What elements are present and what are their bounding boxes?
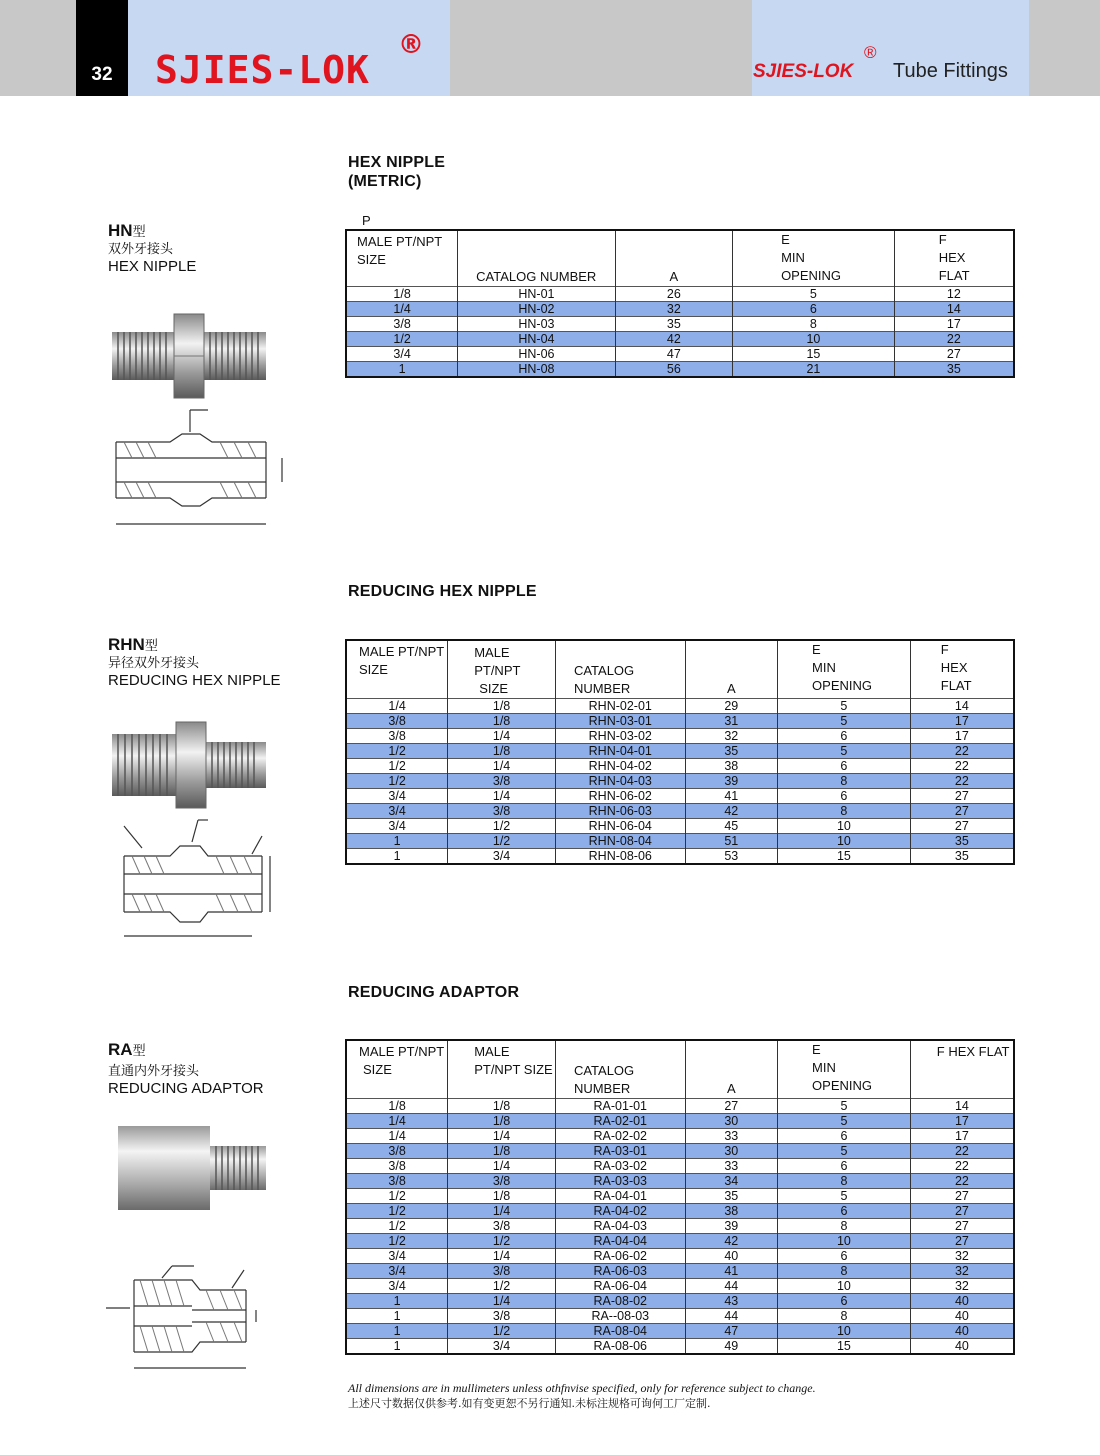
ra-table: MALE PT/NPT SIZE MALE PT/NPT SIZE CATALOG NUMBER A E MIN OPENING F HEX FLAT 1/8 1/8 RA-01-01 27 5 14 1/4 1/8 RA-02-01 30 5 17 1/4 1/4 RA-02-02 33 6 17 3/8 1/8 RA-03-01 30 5 22 3/8 1/4 RA-03-02 33 6 22 3/8 3/8 RA-03-03 34 8 22 1/2 1/8 RA-04-01 35 5 27 1/2 1/4 RA-04-02 38 6 27 1/2 3/8 RA-04-03 39 8 27 1/2 1/2 RA-04-04 42 10 27 3/4 1/4 RA-06-02 40 6 32 3/4 3/8 RA-06-03 41 8 32 3/4 1/2 RA-06-04 44 10 32 1 1/4 RA-08-02 43 6 40 1 3/8 RA--08-03 44 8 40 1 1/2 RA-08-04 47 10 40 1 3/4 RA-08-06 49 15 40 [345,1039,1015,1355]
table-cell: 40 [685,1248,777,1263]
table-cell: 8 [778,803,911,818]
table-cell: 3/8 [346,1158,448,1173]
hn-rows [346,286,1014,377]
table-cell: 1/4 [448,1248,556,1263]
table-cell: 3/4 [346,818,448,833]
table-cell: 27 [910,1188,1014,1203]
table-cell: RA-01-01 [555,1098,685,1113]
table-cell: 14 [910,1098,1014,1113]
table-cell: HN-03 [458,316,616,331]
table-cell: 1 [346,833,448,848]
table-row [346,1173,1014,1188]
table-cell: 1/2 [346,1218,448,1233]
table-cell: 1 [346,1323,448,1338]
table-cell: 3/8 [448,1263,556,1278]
table-cell: RHN-02-01 [555,698,685,713]
registered-mark-small: ® [864,43,877,62]
table-row [346,1248,1014,1263]
table-cell: 42 [685,1233,777,1248]
table-cell: 35 [910,833,1014,848]
table-cell: 3/8 [448,1173,556,1188]
table-cell: 3/8 [346,728,448,743]
table-cell: 1/8 [448,743,556,758]
table-cell: 31 [685,713,777,728]
table-row [346,698,1014,713]
table-cell: 22 [910,758,1014,773]
table-cell: 5 [778,1143,911,1158]
table-cell: 8 [778,773,911,788]
table-cell: RHN-03-02 [555,728,685,743]
table-cell: 10 [733,331,895,346]
page-header [0,0,1100,96]
table-cell: 22 [894,331,1014,346]
table-row [346,1188,1014,1203]
table-cell: 1/2 [448,1278,556,1293]
table-cell: 1 [346,1308,448,1323]
table-cell: 22 [910,1158,1014,1173]
table-cell: 6 [733,301,895,316]
table-cell: RA-08-06 [555,1338,685,1354]
table-cell: 1/8 [448,698,556,713]
table-cell: 1/8 [448,1098,556,1113]
table-cell: 17 [910,713,1014,728]
table-cell: 32 [910,1248,1014,1263]
table-cell: RA-06-02 [555,1248,685,1263]
product-name-en: REDUCING HEX NIPPLE [108,672,281,689]
table-cell: 27 [910,1203,1014,1218]
table-cell: 21 [733,361,895,377]
table-cell: RA-04-03 [555,1218,685,1233]
table-row [346,713,1014,728]
table-cell: 3/4 [346,788,448,803]
table-cell: 56 [615,361,732,377]
product-name-zh: 双外牙接头 [108,242,174,257]
table-cell: 1 [346,1338,448,1354]
table-row [346,361,1014,377]
table-cell: 3/4 [346,1263,448,1278]
table-cell: 1/2 [346,773,448,788]
table-cell: 3/4 [448,848,556,864]
table-cell: 1/4 [448,1158,556,1173]
product-name-zh: 直通内外牙接头 [108,1064,200,1079]
table-row [346,1323,1014,1338]
table-row [346,1338,1014,1354]
table-cell: 3/4 [346,1248,448,1263]
table-cell: 1 [346,1293,448,1308]
table-cell: 14 [894,301,1014,316]
table-cell: 1/2 [448,833,556,848]
header-brand-small: SJIES-LOK [753,61,854,82]
table-cell: 17 [894,316,1014,331]
table-cell: 35 [615,316,732,331]
table-cell: 6 [778,758,911,773]
table-cell: 3/4 [346,803,448,818]
table-cell: 26 [615,286,732,301]
table-cell: 27 [910,818,1014,833]
table-cell: 33 [685,1158,777,1173]
table-row [346,1158,1014,1173]
table-cell: 27 [685,1098,777,1113]
table-row [346,788,1014,803]
table-cell: 10 [778,818,911,833]
table-cell: 8 [778,1308,911,1323]
table-cell: 1/4 [448,758,556,773]
table-cell: 10 [778,1323,911,1338]
table-cell: 34 [685,1173,777,1188]
table-cell: RA-02-01 [555,1113,685,1128]
table-cell: 43 [685,1293,777,1308]
hex-nipple-drawing [110,402,290,537]
page-number: 32 [76,0,128,96]
table-cell: RHN-06-04 [555,818,685,833]
table-cell: 1/2 [346,743,448,758]
table-cell: HN-01 [458,286,616,301]
table-cell: RHN-04-01 [555,743,685,758]
table-cell: 1 [346,848,448,864]
table-cell: 41 [685,788,777,803]
table-cell: 10 [778,1278,911,1293]
table-cell: 35 [685,1188,777,1203]
footnote-zh: 上述尺寸数据仅供参考.如有变更恕不另行通知.未标注规格可询何工厂定制. [348,1397,711,1410]
table-cell: 1/4 [346,698,448,713]
table-cell: 1/4 [448,1203,556,1218]
table-cell: 49 [685,1338,777,1354]
table-cell: 5 [733,286,895,301]
table-cell: 45 [685,818,777,833]
table-cell: 1/8 [448,1143,556,1158]
table-cell: 1/2 [346,758,448,773]
table-cell: HN-02 [458,301,616,316]
table-cell: 1/4 [346,301,458,316]
table-row [346,1098,1014,1113]
table-cell: 5 [778,1098,911,1113]
table-cell: 10 [778,1233,911,1248]
table-cell: 6 [778,1158,911,1173]
table-row [346,773,1014,788]
table-cell: 27 [910,803,1014,818]
product-name-en: REDUCING ADAPTOR [108,1080,264,1097]
table-row [346,818,1014,833]
table-cell: 30 [685,1143,777,1158]
table-cell: 17 [910,1128,1014,1143]
product-label-hn: HN型 双外牙接头 HEX NIPPLE [108,221,197,275]
table-cell: RHN-08-06 [555,848,685,864]
table-cell: 8 [733,316,895,331]
table-row [346,803,1014,818]
table-cell: 32 [910,1278,1014,1293]
table-row [346,743,1014,758]
table-cell: RHN-04-03 [555,773,685,788]
table-cell: 40 [910,1308,1014,1323]
table-cell: 44 [685,1308,777,1323]
table-cell: 32 [910,1263,1014,1278]
table-cell: 14 [910,698,1014,713]
table-cell: 1/8 [448,713,556,728]
table-row [346,346,1014,361]
table-cell: RHN-04-02 [555,758,685,773]
table-row [346,758,1014,773]
table-cell: 40 [910,1338,1014,1354]
table-cell: RA-04-02 [555,1203,685,1218]
table-cell: 8 [778,1218,911,1233]
table-cell: 6 [778,1293,911,1308]
table-cell: 38 [685,758,777,773]
table-cell: RA-03-03 [555,1173,685,1188]
table-cell: 27 [910,1233,1014,1248]
table-cell: RA-08-04 [555,1323,685,1338]
table-cell: 3/4 [346,346,458,361]
section-title-ra: REDUCING ADAPTOR [348,984,520,1001]
table-cell: 5 [778,743,911,758]
table-cell: 6 [778,728,911,743]
table-cell: 35 [894,361,1014,377]
table-cell: 27 [910,788,1014,803]
table-cell: RA-04-01 [555,1188,685,1203]
table-cell: 1/2 [346,1188,448,1203]
table-cell: 3/8 [346,713,448,728]
table-cell: 32 [685,728,777,743]
brand-logo: SJIES-LOK [155,48,370,92]
table-cell: 44 [685,1278,777,1293]
table-cell: 22 [910,743,1014,758]
table-cell: 39 [685,1218,777,1233]
table-cell: 15 [733,346,895,361]
table-cell: 6 [778,788,911,803]
table-cell: 38 [685,1203,777,1218]
reducing-hex-nipple-photo [108,720,270,810]
table-cell: 27 [910,1218,1014,1233]
table-cell: RHN-03-01 [555,713,685,728]
table-row [346,1218,1014,1233]
table-cell: 22 [910,773,1014,788]
table-cell: 3/8 [346,1173,448,1188]
table-cell: 1/4 [346,1113,448,1128]
table-cell: 15 [778,848,911,864]
table-cell: 29 [685,698,777,713]
table-cell: 8 [778,1263,911,1278]
table-cell: 47 [685,1323,777,1338]
table-cell: 22 [910,1173,1014,1188]
table-cell: 1/8 [448,1113,556,1128]
table-row [346,1128,1014,1143]
table-cell: 1/8 [448,1188,556,1203]
product-name-en: HEX NIPPLE [108,258,197,275]
table-cell: 15 [778,1338,911,1354]
table-cell: 42 [685,803,777,818]
p-label: P [362,213,371,228]
table-cell: 17 [910,728,1014,743]
table-cell: 40 [910,1323,1014,1338]
table-cell: 5 [778,1188,911,1203]
table-cell: 40 [910,1293,1014,1308]
table-cell: 1/4 [448,728,556,743]
table-cell: RHN-08-04 [555,833,685,848]
table-cell: 6 [778,1128,911,1143]
table-cell: 1/8 [346,1098,448,1113]
table-cell: RA-06-04 [555,1278,685,1293]
table-cell: 53 [685,848,777,864]
table-row [346,1263,1014,1278]
table-cell: 1 [346,361,458,377]
table-cell: RA-08-02 [555,1293,685,1308]
table-cell: 35 [685,743,777,758]
reducing-hex-nipple-drawing [112,812,282,942]
table-row [346,1293,1014,1308]
table-cell: 47 [615,346,732,361]
table-cell: 17 [910,1113,1014,1128]
table-cell: 1/2 [448,1233,556,1248]
table-cell: 5 [778,713,911,728]
hn-table: MALE PT/NPT SIZE CATALOG NUMBER A E MIN OPENING F HEX FLAT 1/8 HN-01 26 5 12 1/4 HN-02 32 6 14 3/8 HN-03 35 8 17 1/2 HN-04 42 10 22 3/4 HN-06 47 15 27 1 HN-08 56 21 35 [345,229,1015,378]
table-row [346,1278,1014,1293]
table-cell: 41 [685,1263,777,1278]
table-cell: RHN-06-03 [555,803,685,818]
table-row [346,1113,1014,1128]
reducing-adaptor-photo [112,1122,272,1214]
table-cell: 3/8 [448,1218,556,1233]
table-cell: 3/8 [448,773,556,788]
table-row [346,286,1014,301]
table-cell: RHN-06-02 [555,788,685,803]
table-cell: RA--08-03 [555,1308,685,1323]
table-cell: HN-06 [458,346,616,361]
table-cell: 1/2 [346,1233,448,1248]
table-cell: 30 [685,1113,777,1128]
table-cell: 1/4 [346,1128,448,1143]
product-label-ra: RA型 直通内外牙接头 REDUCING ADAPTOR [108,1040,264,1097]
table-cell: RA-04-04 [555,1233,685,1248]
table-row [346,848,1014,864]
table-row [346,301,1014,316]
table-row [346,833,1014,848]
table-cell: 1/2 [346,331,458,346]
product-code: RHN [108,635,145,654]
footnote-en: All dimensions are in mullimeters unless othfnvise specified, only for reference subject to change. [348,1381,816,1395]
table-cell: 39 [685,773,777,788]
product-label-rhn: RHN型 异径双外牙接头 REDUCING HEX NIPPLE [108,635,281,689]
table-cell: RA-03-02 [555,1158,685,1173]
table-row [346,1203,1014,1218]
table-cell: 6 [778,1203,911,1218]
hex-nipple-photo [108,310,270,402]
table-cell: RA-03-01 [555,1143,685,1158]
product-code: RA [108,1040,133,1059]
reducing-adaptor-drawing [96,1256,276,1376]
table-cell: 10 [778,833,911,848]
rhn-table: MALE PT/NPT SIZE MALE PT/NPT SIZE CATALOG NUMBER A E MIN OPENING F HEX FLAT 1/4 1/8 RHN-02-01 29 5 14 3/8 1/8 RHN-03-01 31 5 17 3/8 1/4 RHN-03-02 32 6 17 1/2 1/8 RHN-04-01 35 5 22 1/2 1/4 RHN-04-02 38 6 22 1/2 3/8 RHN-04-03 39 8 22 3/4 1/4 RHN-06-02 41 6 27 3/4 3/8 RHN-06-03 42 8 27 3/4 1/2 RHN-06-04 45 10 27 1 1/2 RHN-08-04 51 10 35 1 3/4 RHN-08-06 53 15 35 [345,639,1015,865]
product-code: HN [108,221,133,240]
table-cell: 1/8 [346,286,458,301]
table-row [346,331,1014,346]
table-cell: HN-08 [458,361,616,377]
table-cell: 12 [894,286,1014,301]
table-cell: 35 [910,848,1014,864]
table-cell: 5 [778,1113,911,1128]
table-cell: 8 [778,1173,911,1188]
table-cell: 5 [778,698,911,713]
table-cell: 3/8 [346,316,458,331]
table-cell: 1/4 [448,1128,556,1143]
table-cell: 42 [615,331,732,346]
table-cell: 3/8 [448,1308,556,1323]
table-row [346,728,1014,743]
table-cell: 3/8 [448,803,556,818]
table-cell: 27 [894,346,1014,361]
table-cell: 1/2 [448,1323,556,1338]
table-cell: 22 [910,1143,1014,1158]
registered-mark: ® [398,30,424,60]
table-cell: 1/4 [448,1293,556,1308]
table-cell: HN-04 [458,331,616,346]
table-cell: 3/4 [448,1338,556,1354]
table-cell: 32 [615,301,732,316]
product-name-zh: 异径双外牙接头 [108,656,200,671]
section-title-hn: HEX NIPPLE (METRIC) [348,154,446,190]
table-cell: 1/4 [448,788,556,803]
table-row [346,1143,1014,1158]
table-cell: 3/4 [346,1278,448,1293]
table-cell: RA-06-03 [555,1263,685,1278]
table-cell: 51 [685,833,777,848]
table-cell: 3/8 [346,1143,448,1158]
table-row [346,1308,1014,1323]
table-row [346,1233,1014,1248]
table-cell: 1/2 [346,1203,448,1218]
section-title-rhn: REDUCING HEX NIPPLE [348,583,537,600]
table-row [346,316,1014,331]
table-cell: 33 [685,1128,777,1143]
table-cell: 6 [778,1248,911,1263]
table-cell: RA-02-02 [555,1128,685,1143]
table-cell: 1/2 [448,818,556,833]
header-title: Tube Fittings [893,60,1008,82]
